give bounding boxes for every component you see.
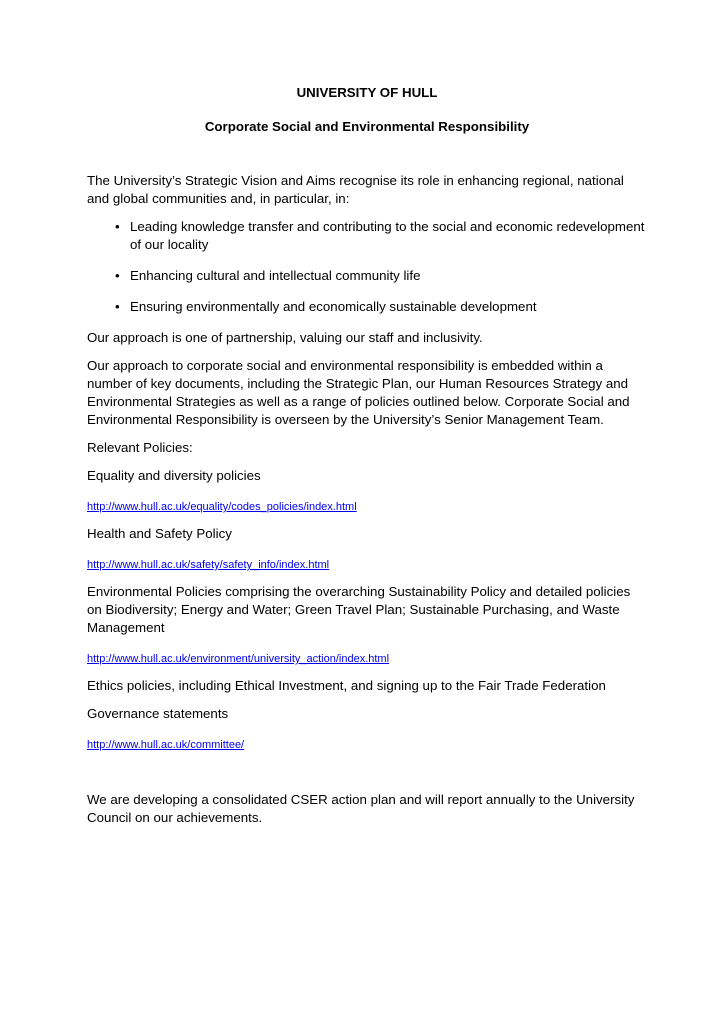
list-item <box>87 218 647 254</box>
equality-policy-label: Equality and diversity policies <box>87 468 261 483</box>
equality-link-block <box>87 497 647 515</box>
governance-link-block <box>87 735 647 753</box>
list-item <box>87 267 647 285</box>
aims-list <box>87 218 647 316</box>
safety-policy-link[interactable]: http://www.hull.ac.uk/safety/safety_info/index.html <box>87 559 330 571</box>
aim-text: Leading knowledge transfer and contributing to the social and economic redevelopment of our locality <box>130 219 645 252</box>
relevant-policies-heading: Relevant Policies: <box>87 440 193 455</box>
bullet-icon: • <box>115 299 120 314</box>
aim-text: Enhancing cultural and intellectual community life <box>130 268 421 283</box>
environment-policy-label: Environmental Policies comprising the overarching Sustainability Policy and detailed policies on Biodiversity; Energy and Water; Green Travel Plan; Sustainable Purchasing, and Waste Management <box>87 584 631 635</box>
governance-label: Governance statements <box>87 706 229 721</box>
document-title: UNIVERSITY OF HULL <box>296 85 438 100</box>
environment-policy-link[interactable]: http://www.hull.ac.uk/environment/university_action/index.html <box>87 653 390 665</box>
list-item <box>87 298 647 316</box>
safety-policy-label: Health and Safety Policy <box>87 526 232 541</box>
equality-policy-link[interactable]: http://www.hull.ac.uk/equality/codes_policies/index.html <box>87 501 357 513</box>
ethics-policy-label: Ethics policies, including Ethical Investment, and signing up to the Fair Trade Federation <box>87 678 606 693</box>
environment-link-block <box>87 649 647 667</box>
bullet-icon: • <box>115 268 120 283</box>
governance-link[interactable]: http://www.hull.ac.uk/committee/ <box>87 739 245 751</box>
document-page <box>87 84 647 827</box>
document-subtitle: Corporate Social and Environmental Responsibility <box>204 119 530 134</box>
safety-link-block <box>87 555 647 573</box>
aim-text: Ensuring environmentally and economically sustainable development <box>130 299 537 314</box>
approach-paragraph: Our approach to corporate social and environmental responsibility is embedded within a number of key documents, including the Strategic Plan, our Human Resources Strategy and Environmental Strategies as well as a range of policies outlined below. Corporate Social and Environmental Responsibility is overseen by the University’s Senior Management Team. <box>87 358 630 427</box>
partnership-paragraph: Our approach is one of partnership, valuing our staff and inclusivity. <box>87 330 483 345</box>
closing-paragraph: We are developing a consolidated CSER action plan and will report annually to the University Council on our achievements. <box>87 792 635 825</box>
intro-paragraph: The University’s Strategic Vision and Aims recognise its role in enhancing regional, national and global communities and, in particular, in: <box>87 173 624 206</box>
bullet-icon: • <box>115 219 120 234</box>
